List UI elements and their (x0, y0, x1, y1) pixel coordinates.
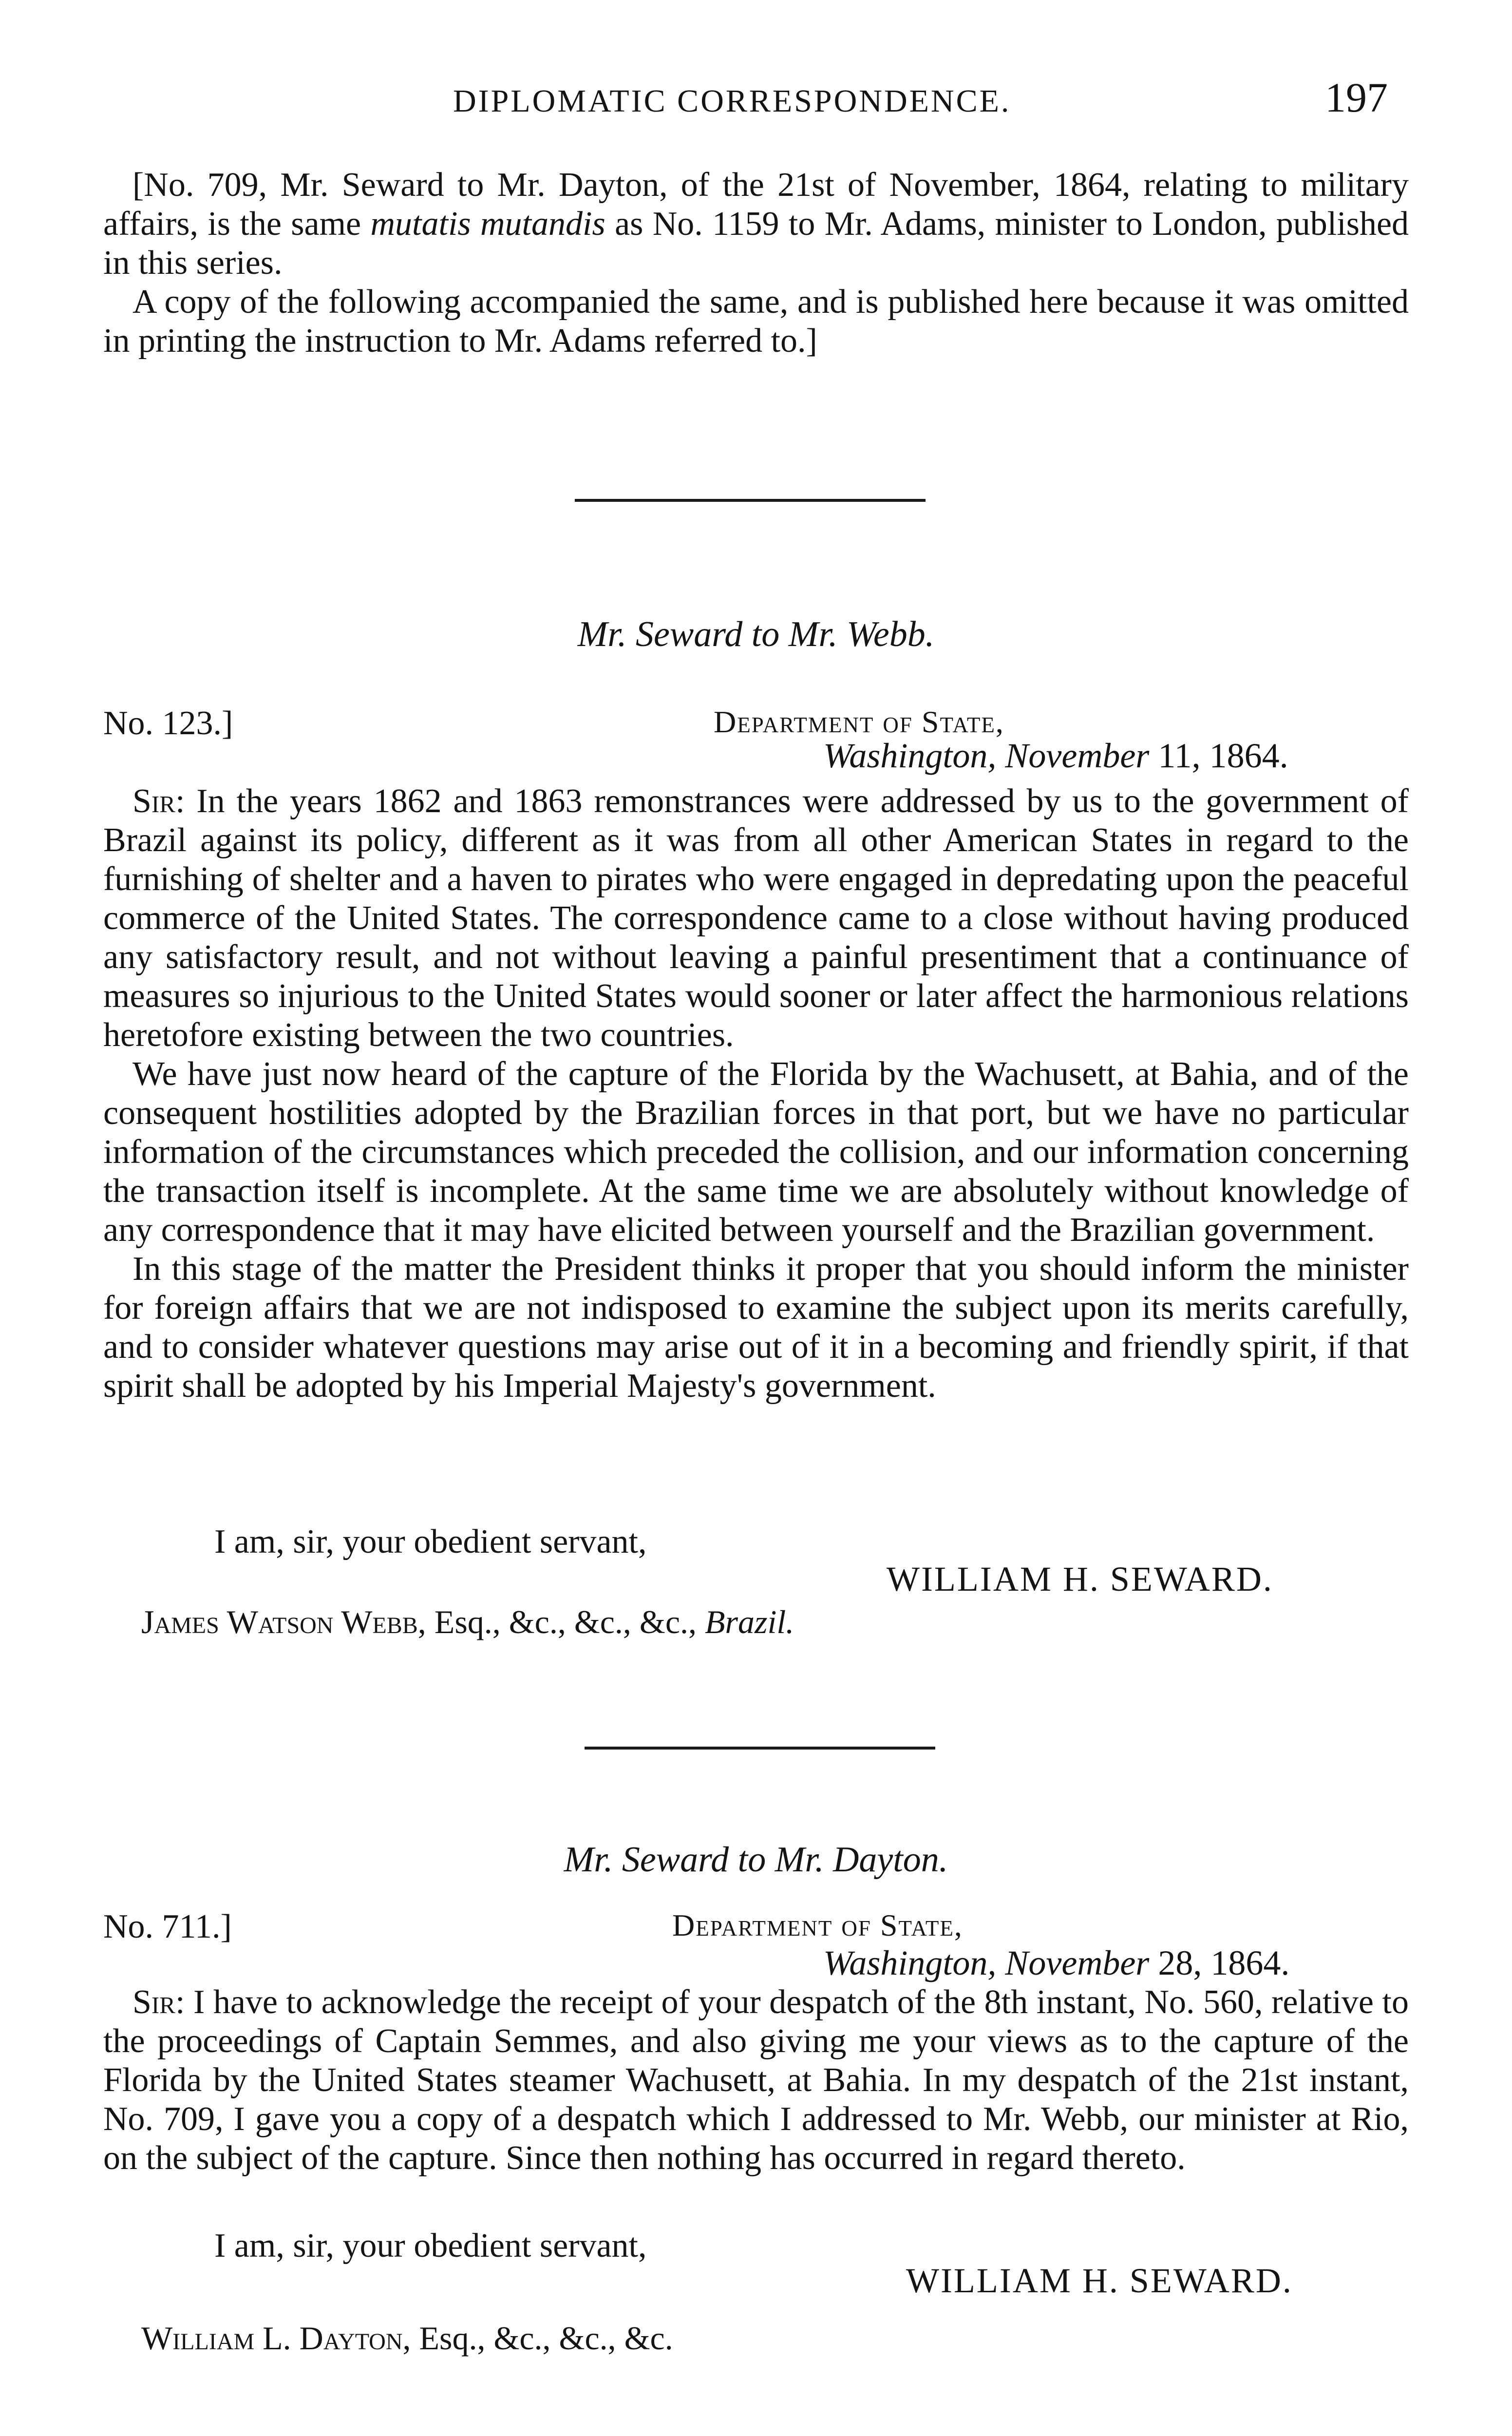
letter1-body (103, 782, 1409, 1406)
letter1-number: No. 123.] (103, 704, 233, 742)
letter1-addressee: James Watson Webb, Esq., &c., &c., &c., Brazil. (141, 1603, 794, 1640)
note-italic-phrase: mutatis mutandis (370, 205, 605, 243)
letter1-salutation: Sir (132, 782, 175, 820)
letter2-department: Department of State, (672, 1908, 963, 1942)
page-number: 197 (1325, 74, 1388, 121)
section-divider (585, 1747, 935, 1750)
letter1-paragraph-2: We have just now heard of the capture of the Florida by the Wachusett, at Bahia, and of the consequent hostilities adopted by the Brazilian forces in that port, but we have no particular information of the circumstances which preceded the collision, and our information concerning the transaction itself is incomplete. At the same time we are absolutely without knowledge of any correspondence that it may have elicited between yourself and the Brazilian government. (103, 1055, 1409, 1249)
letter2-signature: WILLIAM H. SEWARD. (906, 2261, 1293, 2300)
letter1-signature: WILLIAM H. SEWARD. (887, 1560, 1273, 1599)
letter1-paragraph-1: Sir: In the years 1862 and 1863 remonstrances were addressed by us to the government of Brazil against its policy, different as it was from all other American States in regard to the furnishing of shelter and a haven to pirates who were engaged in depredating upon the peaceful commerce of the United States. The correspondence came to a close without having produced any satisfactory result, and not without leaving a painful presentiment that a continuance of measures so injurious to the United States would sooner or later affect the harmonious relations heretofore existing between the two countries. (103, 782, 1409, 1054)
letter2-number: No. 711.] (103, 1908, 232, 1945)
letter2-dateline: Washington, November 28, 1864. (823, 1943, 1290, 1982)
letter2-heading: Mr. Seward to Mr. Dayton. (564, 1840, 948, 1880)
note-paragraph-1: [No. 709, Mr. Seward to Mr. Dayton, of the 21st of November, 1864, relating to military affairs, is the same mutatis mutandis as No. 1159 to Mr. Adams, minister to London, published in this series. (103, 166, 1409, 282)
letter1-signoff: I am, sir, your obedient servant, (214, 1523, 647, 1561)
letter2-addressee: William L. Dayton, Esq., &c., &c., &c. (141, 2320, 673, 2357)
letter1-paragraph-3: In this stage of the matter the President thinks it proper that you should inform the minister for foreign affairs that we are not indisposed to examine the subject upon its merits carefully, and to consider whatever questions may arise out of it in a becoming and friendly spirit, if that spirit shall be adopted by his Imperial Majesty's government. (103, 1250, 1409, 1405)
letter2-paragraph-1: Sir: I have to acknowledge the receipt of your despatch of the 8th instant, No. 560, relative to the proceedings of Captain Semmes, and also giving me your views as to the capture of the Florida by the United States steamer Wachusett, at Bahia. In my despatch of the 21st instant, No. 709, I gave you a copy of a despatch which I addressed to Mr. Webb, our minister at Rio, on the subject of the capture. Since then nothing has occurred in regard thereto. (103, 1983, 1409, 2177)
letter1-dateline: Washington, November 11, 1864. (823, 736, 1288, 775)
editorial-note (103, 166, 1409, 361)
note-paragraph-2: A copy of the following accompanied the same, and is published here because it was omitted in printing the instruction to Mr. Adams referred to.] (103, 283, 1409, 360)
letter1-heading: Mr. Seward to Mr. Webb. (577, 614, 935, 654)
running-title: DIPLOMATIC CORRESPONDENCE. (453, 83, 1011, 119)
section-divider (575, 499, 926, 502)
letter1-department: Department of State, (714, 704, 1004, 739)
letter2-body (103, 1983, 1409, 2178)
letter2-salutation: Sir (132, 1983, 175, 2021)
letter2-signoff: I am, sir, your obedient servant, (214, 2227, 647, 2265)
